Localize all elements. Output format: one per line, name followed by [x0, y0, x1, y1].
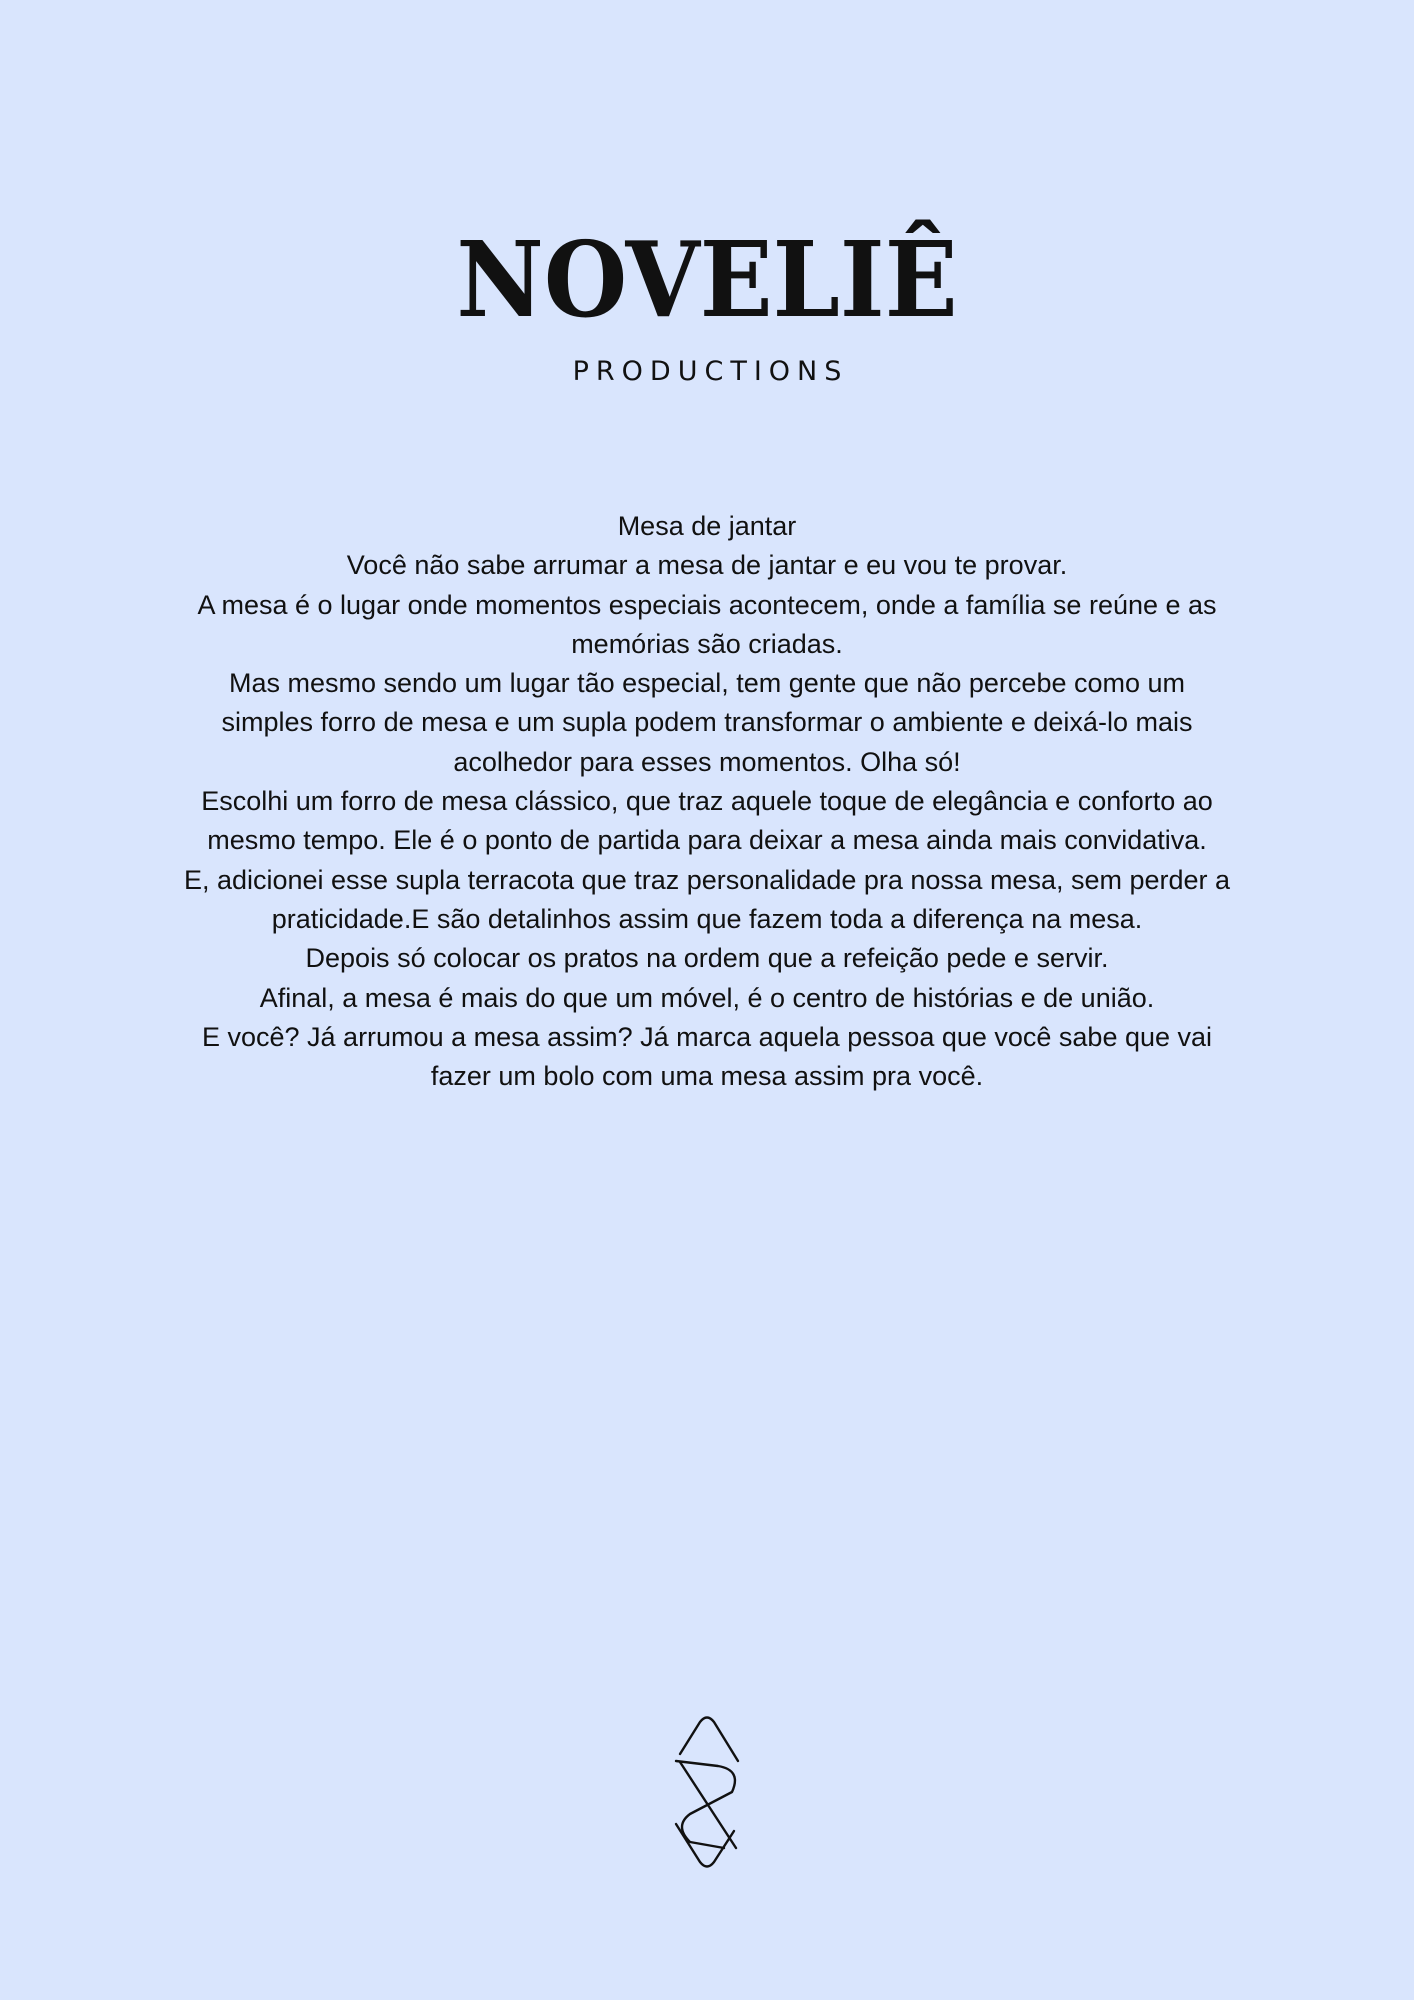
- article-body: [180, 507, 1234, 1096]
- brand-name: NOVELIÊ: [456, 218, 958, 341]
- article-paragraph: Escolhi um forro de mesa clássico, que traz aquele toque de elegância e conforto ao mesmo tempo. Ele é o ponto de partida para deixar a mesa ainda mais convidativa.: [201, 786, 1213, 856]
- article-paragraph: Afinal, a mesa é mais do que um móvel, é o centro de histórias e de união.: [259, 982, 1155, 1013]
- article-paragraph: Depois só colocar os pratos na ordem que a refeição pede e servir.: [305, 943, 1109, 974]
- article-title: Mesa de jantar: [617, 511, 797, 541]
- article-paragraph: E você? Já arrumou a mesa assim? Já marca aquela pessoa que você sabe que vai fazer um bolo com uma mesa assim pra você.: [201, 1021, 1213, 1092]
- paperclip-monogram-icon: [672, 1714, 742, 1870]
- brand-tagline: PRODUCTIONS: [572, 356, 849, 387]
- article-paragraph: A mesa é o lugar onde momentos especiais acontecem, onde a família se reúne e as memórias são criadas.: [197, 589, 1217, 659]
- article-paragraph: E, adicionei esse supla terracota que traz personalidade pra nossa mesa, sem perder a praticidade.E são detalinhos assim que fazem toda a diferença na mesa.: [183, 864, 1231, 934]
- article-paragraph: Mas mesmo sendo um lugar tão especial, tem gente que não percebe como um simples forro de mesa e um supla podem transformar o ambiente e deixá-lo mais acolhedor para esses momentos. Olha só!: [221, 668, 1193, 777]
- brand-header: [0, 218, 1414, 387]
- article-paragraph: Você não sabe arrumar a mesa de jantar e eu vou te provar.: [346, 550, 1068, 581]
